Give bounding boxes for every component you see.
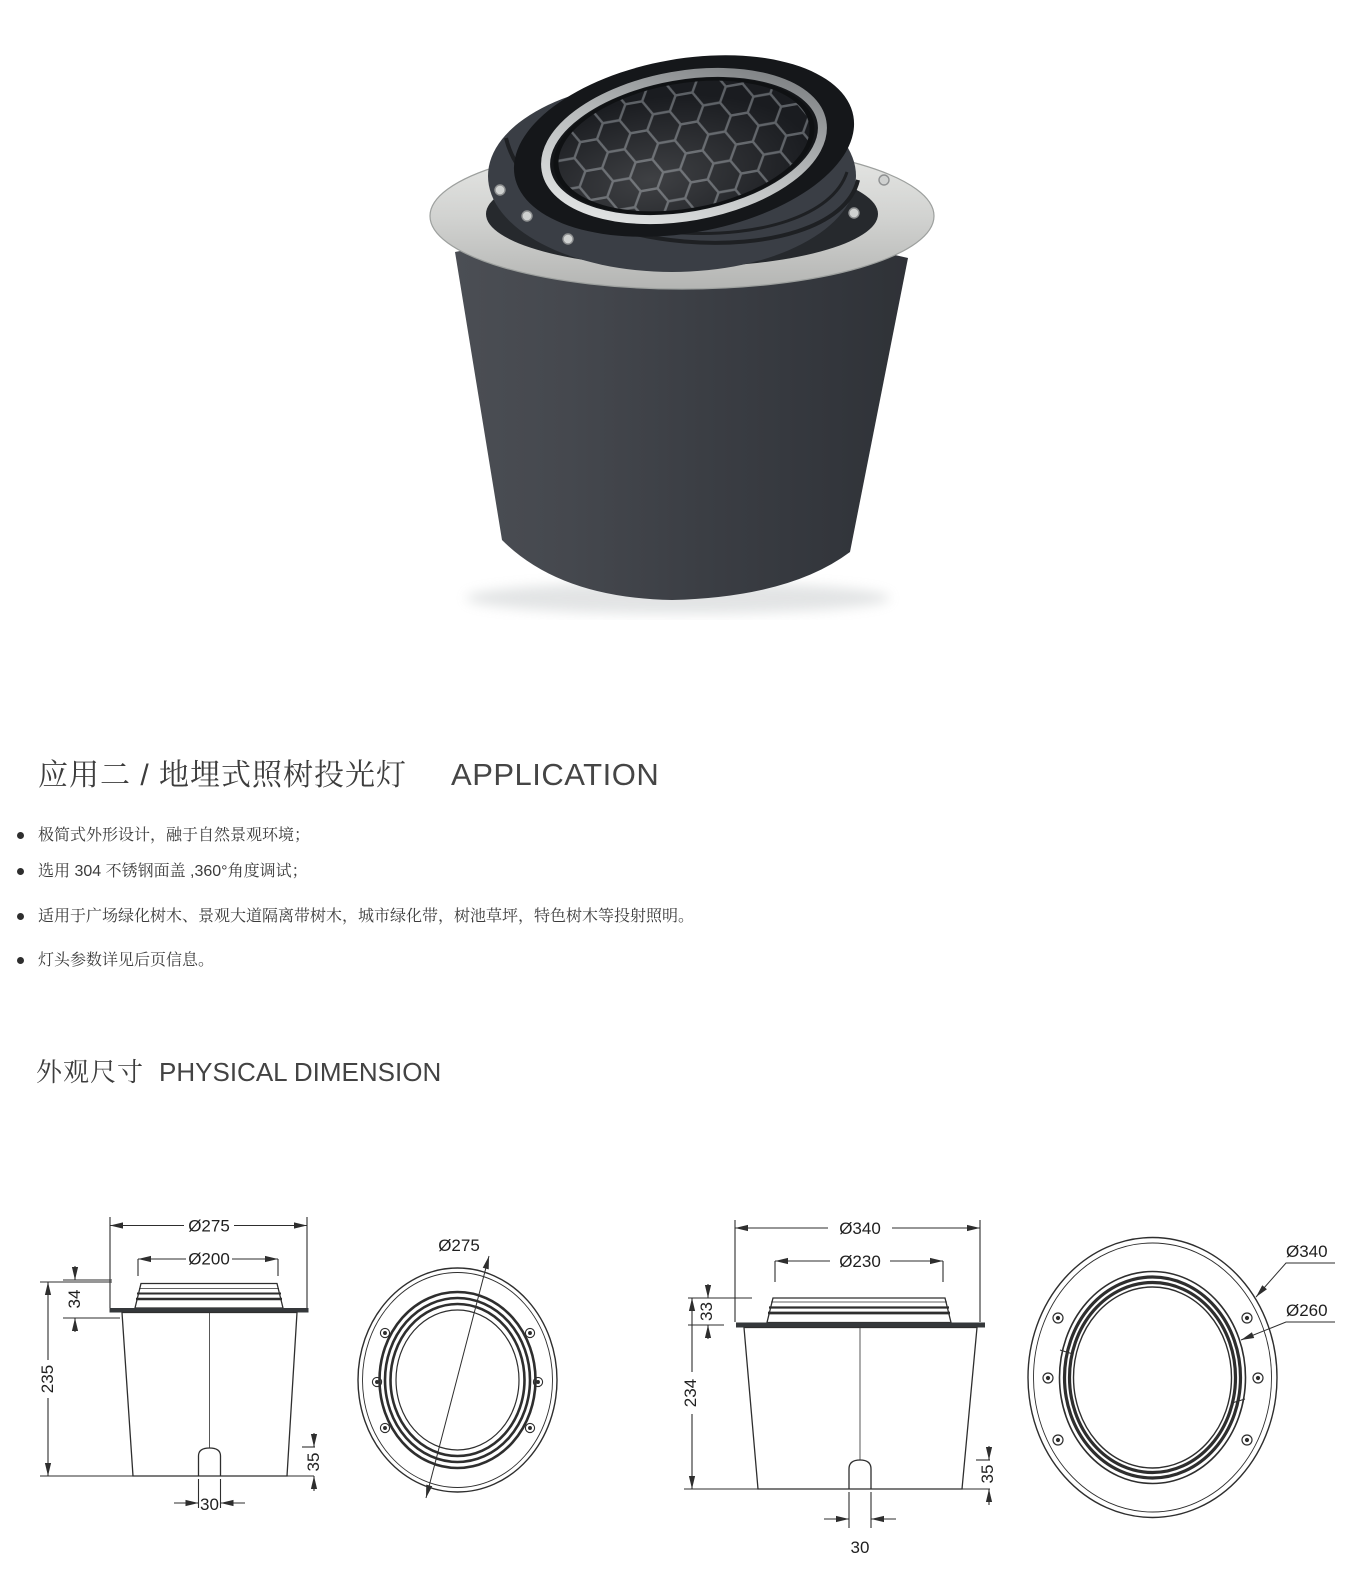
screw-icon (563, 234, 573, 244)
dimension-drawings (0, 1180, 1362, 1588)
dim-label-flange-dia-1: Ø275 (188, 1216, 230, 1236)
screw-hole-icon (525, 1328, 534, 1337)
screw-hole-icon (1053, 1313, 1063, 1323)
application-title (38, 750, 659, 794)
bullet-item (17, 861, 308, 883)
screw-icon (522, 211, 532, 221)
product-photo (395, 40, 975, 620)
screw-hole-icon (1053, 1435, 1063, 1445)
dim-label-flange-dia-3: Ø340 (839, 1219, 881, 1238)
screw-hole-icon (380, 1423, 389, 1432)
screw-hole-icon (525, 1423, 534, 1432)
bullet-dot (17, 832, 24, 839)
dim-label-inner-dia-4: Ø260 (1286, 1301, 1328, 1320)
bullet-text: 选用 304 不锈钢面盖 ,360°角度调试； (38, 863, 308, 880)
bullet-text: 极简式外形设计，融于自然景观环境； (38, 827, 311, 844)
dim-label-cable-width-1: 30 (200, 1495, 219, 1514)
dim-label-head-dia-1: Ø200 (188, 1249, 230, 1269)
dim-label-outer-dia-4: Ø340 (1286, 1242, 1328, 1261)
drawing-side-view-large (684, 1220, 990, 1528)
dim-label-cable-height-3: 35 (978, 1464, 997, 1484)
drawing-top-view-small (358, 1256, 557, 1498)
dimension-title-en: PHYSICAL DIMENSION (159, 1057, 442, 1087)
drawing-top-view-large (1028, 1238, 1335, 1518)
bullet-text: 灯头参数详见后页信息。 (38, 952, 215, 969)
screw-icon (849, 208, 859, 218)
screw-hole-icon (1043, 1373, 1053, 1383)
screw-hole-icon (380, 1328, 389, 1337)
screw-icon (879, 175, 889, 185)
screw-icon (495, 185, 505, 195)
dimension-title (36, 1052, 441, 1089)
bullet-dot (17, 868, 24, 875)
application-title-en: APPLICATION (451, 757, 660, 792)
bullet-text: 适用于广场绿化树木、景观大道隔离带树木，城市绿化带，树池草坪，特色树木等投射照明。 (38, 908, 695, 925)
dim-label-cable-width-3: 30 (850, 1538, 870, 1557)
dim-label-head-dia-3: Ø230 (839, 1252, 881, 1271)
dim-label-body-height-1: 235 (38, 1364, 57, 1394)
dim-label-cable-height-1: 35 (304, 1452, 323, 1472)
dim-label-head-height-3: 33 (697, 1302, 716, 1321)
screw-hole-icon (1253, 1373, 1263, 1383)
dim-label-body-height-3: 234 (681, 1378, 700, 1408)
drawing-side-view-small (40, 1217, 315, 1508)
application-title-zh: 应用二 / 地埋式照树投光灯 (38, 759, 408, 792)
bullet-item (17, 950, 214, 972)
bullet-item (17, 825, 310, 847)
screw-hole-icon (1242, 1313, 1252, 1323)
screw-hole-icon (1242, 1435, 1252, 1445)
bullet-dot (17, 957, 24, 964)
bullet-dot (17, 913, 24, 920)
dim-label-dia-2: Ø275 (438, 1236, 480, 1255)
bullet-item (17, 906, 694, 928)
dim-label-head-height-1: 34 (65, 1289, 84, 1309)
dimension-title-zh: 外观尺寸 (36, 1057, 145, 1087)
